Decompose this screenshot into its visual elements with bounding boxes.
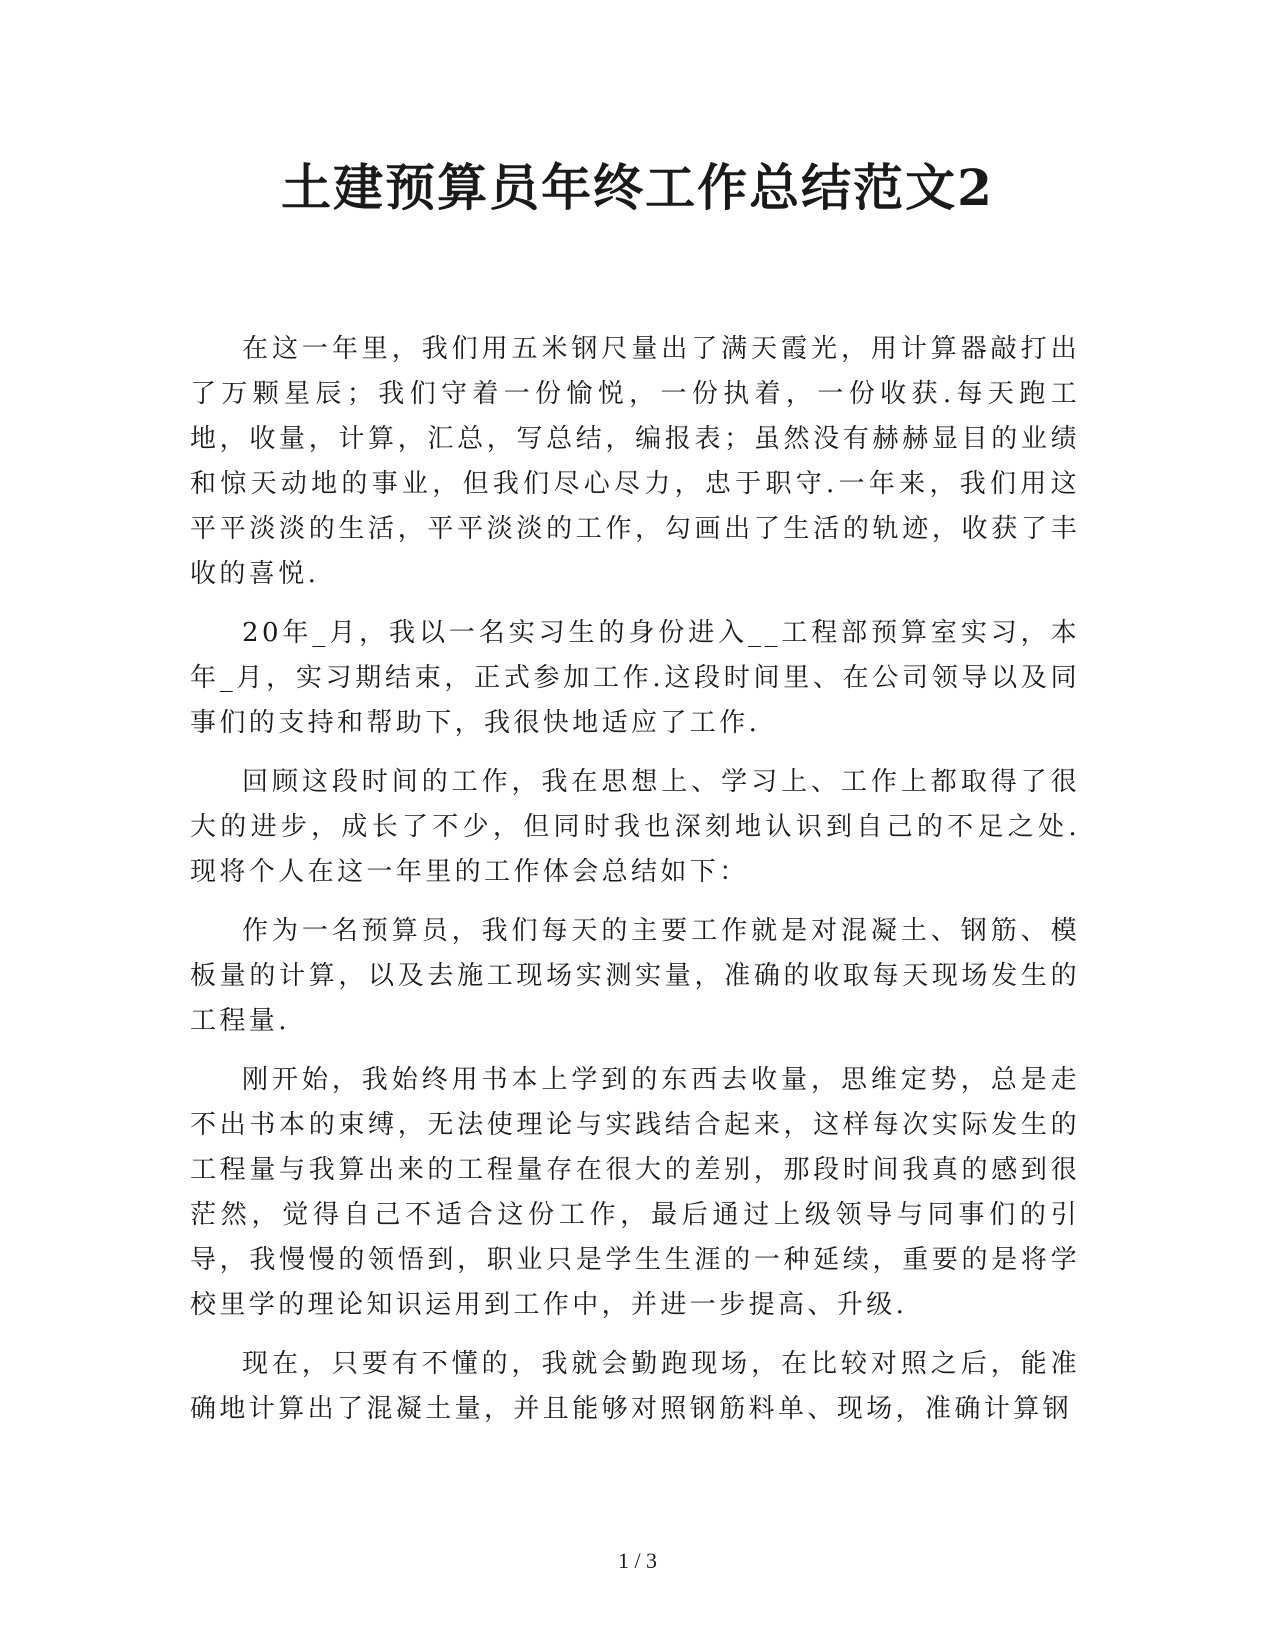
paragraph: 回顾这段时间的工作，我在思想上、学习上、工作上都取得了很大的进步，成长了不少，但同时我也深刻地认识到自己的不足之处.现将个人在这一年里的工作体会总结如下：	[190, 767, 1080, 887]
page-number: 1 / 3	[617, 1548, 658, 1573]
document-body	[190, 327, 1080, 1446]
paragraph: 作为一名预算员，我们每天的主要工作就是对混凝土、钢筋、模板量的计算，以及去施工现场实测实量，准确的收取每天现场发生的工程量.	[190, 916, 1080, 1036]
paragraph: 现在，只要有不懂的，我就会勤跑现场，在比较对照之后，能准确地计算出了混凝土量，并且能够对照钢筋料单、现场，准确计算钢	[190, 1349, 1080, 1424]
paragraph: 刚开始，我始终用书本上学到的东西去收量，思维定势，总是走不出书本的束缚，无法使理论与实践结合起来，这样每次实际发生的工程量与我算出来的工程量存在很大的差别，那段时间我真的感到很茫然，觉得自己不适合这份工作，最后通过上级领导与同事们的引导，我慢慢的领悟到，职业只是学生生涯的一种延续，重要的是将学校里学的理论知识运用到工作中，并进一步提高、升级.	[190, 1065, 1080, 1320]
document-title: 土建预算员年终工作总结范文2	[281, 158, 994, 217]
paragraph: 在这一年里，我们用五米钢尺量出了满天霞光，用计算器敲打出了万颗星辰；我们守着一份愉悦，一份执着，一份收获.每天跑工地，收量，计算，汇总，写总结，编报表；虽然没有赫赫显目的业绩和惊天动地的事业，但我们尽心尽力，忠于职守.一年来，我们用这平平淡淡的生活，平平淡淡的工作，勾画出了生活的轨迹，收获了丰收的喜悦.	[190, 334, 1080, 589]
paragraph: 20年_月，我以一名实习生的身份进入__工程部预算室实习，本年_月，实习期结束，正式参加工作.这段时间里、在公司领导以及同事们的支持和帮助下，我很快地适应了工作.	[190, 618, 1080, 738]
